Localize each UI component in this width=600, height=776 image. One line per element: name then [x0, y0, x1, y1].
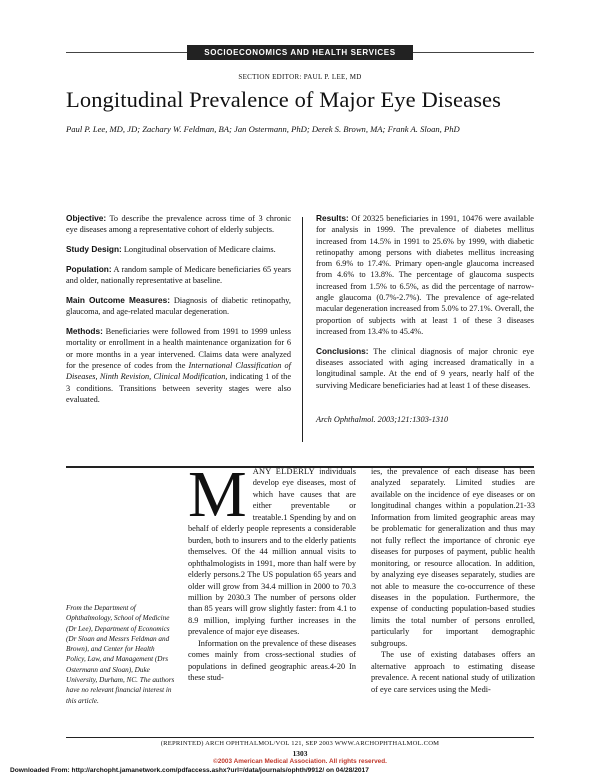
body-column-2	[371, 466, 535, 695]
abstract-results	[316, 213, 534, 337]
abstract-methods	[66, 326, 291, 405]
conclusions-text: The clinical diagnosis of major chronic eye diseases associated with aging increased dramatically in a longitudinal sample. At the end of 9 years, nearly half of the surviving Medicare beneficiaries had at least 1 of these diseases.	[316, 346, 534, 390]
page-number: 1303	[292, 749, 308, 758]
body-paragraph-4: The use of existing databases offers an alternative approach to estimating disease prevalence. A recent national study of utilization of eye care services using the Medi-	[371, 650, 535, 694]
body-paragraph-1	[188, 458, 356, 638]
banner-rule-right	[413, 52, 534, 53]
author-affiliation: From the Department of Ophthalmology, School of Medicine (Dr Lee), Department of Economics (Dr Sloan and Messrs Feldman and Brown), and Center for Health Policy, Law, and Management (Drs Ostermann and Sloan), Duke University, Durham, NC. The authors have no relevant financial interest in this article.	[66, 604, 175, 705]
body-text-1: individuals develop eye diseases, most of which have causes that are either preventable or treatable.1 Spending by and on behalf of elderly people represents a considerable burden, both to insurers and to the elderly patients themselves. Of the 44 million annual visits to ophthalmologists in 1991, more than half were by elderly persons.2 The US population 65 years and older will grow from 34.4 million in 2000 to 70.3 million by 2030.3 The number of persons older than 85 years will grow slightly faster: from 4.1 to 8.9 million, implying further increases in the prevalence of major eye diseases.	[188, 467, 356, 637]
body-paragraph-3: ies, the prevalence of each disease has been analyzed separately. Limited studies are available on the incidence of eye diseases or on longitudinal changes within a population.21-33 Information from limited geographic areas may be problematic for generalization and thus may not fully reflect the importance of chronic eye diseases for purposes of payment, public health monitoring, or resource allocation. In addition, by analyzing eye diseases separately, studies are not able to measure the co-occurrence of these diseases in the population. Furthermore, the expense of conducting population-based studies limits the total number of persons enrolled, particularly for important demographic subgroups.	[371, 467, 535, 648]
methods-text-2: , indicating 1 of the 3 conditions. Transitions between severity stages were also evaluated.	[66, 372, 291, 404]
author-list: Paul P. Lee, MD, JD; Zachary W. Feldman, BA; Jan Ostermann, PhD; Derek S. Brown, MA; Frank A. Sloan, PhD	[66, 124, 460, 134]
outcome-label: Main Outcome Measures:	[66, 294, 171, 305]
article-title: Longitudinal Prevalence of Major Eye Diseases	[66, 87, 501, 112]
methods-italic: International Classification of Diseases, Ninth Revision, Clinical Modification	[66, 360, 291, 382]
abstract-outcome	[66, 295, 291, 318]
methods-text-1: Beneficiaries were followed from 1991 to 1999 unless mortality or enrollment in a health maintenance organization for 6 or more months in a year intervened. Claims data were analyzed for the presence of codes from the	[66, 327, 291, 370]
results-text: Of 20325 beneficiaries in 1991, 10476 were available for analysis in 1999. The prevalence of diabetes mellitus increased from 14.5% in 1991 to 25.6% by 1999, with diabetic retinopathy among persons with diabetes mellitus increasing from 6.9% to 17.4%. Primary open-angle glaucoma increased from 4.6% to 13.8%. The percentage of glaucoma suspects increased from 1.5% to 6.5%, as did the percentage of narrow-angle glaucoma (0.7%-2.7%). The prevalence of age-related macular degeneration increased from 5.0% to 27.1%. Overall, the proportion of subjects with at least 1 of these 3 diseases increased from 13.4% to 45.4%.	[316, 214, 534, 336]
abstract-design	[66, 244, 291, 255]
abstract-left-column	[66, 213, 291, 414]
population-text: A random sample of Medicare beneficiaries 65 years and older, nationally representative at baseline.	[66, 264, 291, 286]
section-banner: SOCIOECONOMICS AND HEALTH SERVICES	[187, 45, 413, 60]
design-text: Longitudinal observation of Medicare claims.	[121, 245, 276, 255]
body-column-1	[188, 458, 356, 684]
copyright-notice: ©2003 American Medical Association. All rights reserved.	[213, 758, 387, 765]
journal-citation: Arch Ophthalmol. 2003;121:1303-1310	[316, 415, 449, 424]
conclusions-label: Conclusions:	[316, 345, 369, 356]
running-footer: (REPRINTED) ARCH OPHTHALMOL/VOL 121, SEP 2003 WWW.ARCHOPHTHALMOL.COM	[160, 740, 440, 747]
population-label: Population:	[66, 263, 112, 274]
abstract-population	[66, 264, 291, 287]
objective-label: Objective:	[66, 213, 107, 223]
methods-label: Methods:	[66, 326, 103, 337]
outcome-text: Diagnosis of diabetic retinopathy, glaucoma, and age-related macular degeneration.	[66, 295, 291, 317]
footer-rule	[66, 737, 534, 738]
abstract-divider	[302, 217, 303, 442]
section-editor: SECTION EDITOR: PAUL P. LEE, MD	[238, 73, 362, 81]
lead-in: ANY ELDERLY	[252, 467, 315, 476]
abstract-conclusions	[316, 346, 534, 391]
body-paragraph-2: Information on the prevalence of these diseases comes mainly from cross-sectional studies of populations in defined geographic areas.4-20 In these stud-	[188, 638, 356, 683]
download-stamp: Downloaded From: http://archopht.jamanetwork.com/pdfaccess.ashx?url=/data/journals/ophth/9912/ on 04/28/2017	[10, 767, 369, 774]
drop-cap: M	[188, 458, 247, 531]
abstract-right-column	[316, 213, 534, 399]
abstract-objective	[66, 213, 291, 236]
banner-rule-left	[66, 52, 187, 53]
results-label: Results:	[316, 213, 349, 223]
objective-text: To describe the prevalence across time of 3 chronic eye diseases among a representative cohort of elderly subjects.	[66, 214, 291, 235]
design-label: Study Design:	[66, 244, 122, 255]
